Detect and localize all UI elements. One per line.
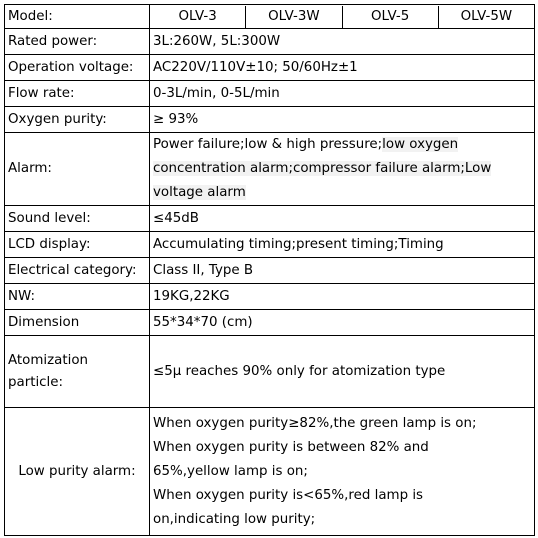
table-row-operation-voltage [5,55,535,81]
dimension-value: 55*34*70 (cm) [150,310,535,336]
table-row-model [5,5,535,29]
model-label: Model: [5,5,150,29]
low-purity-line-5: on,indicating low purity; [153,511,316,527]
low-purity-line-3: 65%,yellow lamp is on; [153,463,308,479]
alarm-line-1-highlight: low oxygen [382,137,459,152]
alarm-line-1: Power failure;low & high pressure; [153,137,383,152]
low-purity-line-4: When oxygen purity is<65%,red lamp is [153,487,424,503]
atomization-label-line-1: Atomization [8,352,89,368]
table-row-dimension [5,310,535,336]
atomization-label-line-2: particle: [8,374,64,390]
model-olv-5: OLV-5 [342,6,438,28]
table-row-electrical-category [5,258,535,284]
model-list [150,5,535,29]
table-row-lcd-display [5,232,535,258]
low-purity-line-2: When oxygen purity is between 82% and [153,439,429,455]
model-olv-3w: OLV-3W [245,6,341,28]
lcd-display-label: LCD display: [5,232,150,258]
oxygen-purity-label: Oxygen purity: [5,107,150,133]
table-row-oxygen-purity [5,107,535,133]
model-olv-3: OLV-3 [178,8,217,24]
alarm-line-3: voltage alarm [153,185,246,200]
table-row-atomization [5,336,535,408]
low-purity-alarm-label: Low purity alarm: [5,408,150,536]
operation-voltage-value: AC220V/110V±10; 50/60Hz±1 [150,55,535,81]
sound-level-value: ≤45dB [150,206,535,232]
operation-voltage-label: Operation voltage: [5,55,150,81]
table-row-rated-power [5,29,535,55]
table-row-low-purity-alarm [5,408,535,536]
model-olv-5w: OLV-5W [438,6,534,28]
alarm-label: Alarm: [5,133,150,206]
table-row-flow-rate [5,81,535,107]
atomization-label [5,336,150,408]
low-purity-line-1: When oxygen purity≥82%,the green lamp is on; [153,415,477,431]
lcd-display-value: Accumulating timing;present timing;Timing [150,232,535,258]
atomization-value: ≤5μ reaches 90% only for atomization type [150,336,535,408]
nw-value: 19KG,22KG [150,284,535,310]
electrical-category-label: Electrical category: [5,258,150,284]
alarm-value [150,133,535,206]
flow-rate-value: 0-3L/min, 0-5L/min [150,81,535,107]
oxygen-purity-value: ≥ 93% [150,107,535,133]
alarm-line-2: concentration alarm;compressor failure alarm;Low [153,161,492,176]
sound-level-label: Sound level: [5,206,150,232]
electrical-category-value: Class II, Type B [150,258,535,284]
specification-table [4,4,535,536]
nw-label: NW: [5,284,150,310]
table-row-sound-level [5,206,535,232]
dimension-label: Dimension [5,310,150,336]
low-purity-alarm-value [150,408,535,536]
rated-power-value: 3L:260W, 5L:300W [150,29,535,55]
table-row-alarm [5,133,535,206]
table-row-nw [5,284,535,310]
flow-rate-label: Flow rate: [5,81,150,107]
rated-power-label: Rated power: [5,29,150,55]
